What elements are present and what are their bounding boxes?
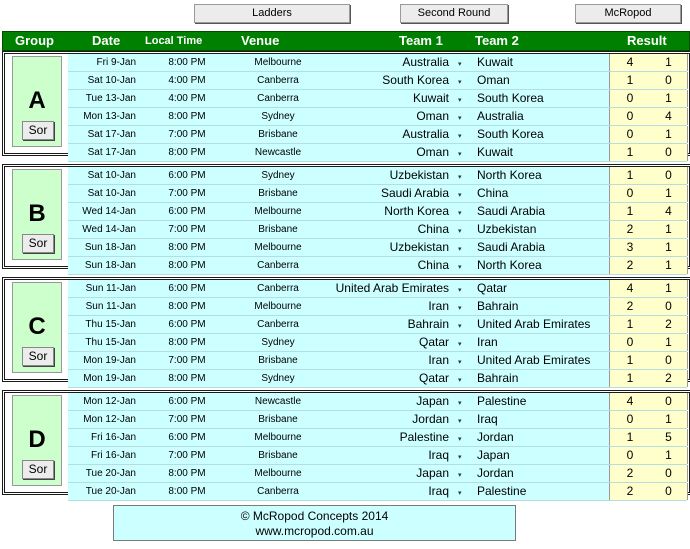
match-time: 6:00 PM	[168, 206, 206, 217]
score2-cell[interactable]: 1	[650, 221, 688, 238]
mcropod-button[interactable]: McRopod	[575, 4, 681, 23]
dropdown-arrow-icon[interactable]: ▾	[458, 174, 462, 181]
score2-cell[interactable]: 2	[650, 316, 688, 333]
dropdown-arrow-icon[interactable]: ▾	[458, 436, 462, 443]
match-list	[68, 280, 687, 388]
match-list	[68, 393, 687, 501]
group-block-a	[2, 51, 690, 159]
team1-cell[interactable]: Qatar	[418, 371, 449, 385]
score1-cell[interactable]: 2	[609, 221, 651, 238]
team1-cell[interactable]: China	[417, 258, 449, 272]
match-date: Wed 14-Jan	[82, 206, 136, 217]
match-venue: Canberra	[257, 260, 299, 271]
match-time: 8:00 PM	[168, 373, 206, 384]
score1-cell[interactable]: 0	[609, 108, 651, 125]
match-date: Thu 15-Jan	[85, 337, 136, 348]
team2-cell[interactable]: Uzbekistan	[477, 222, 537, 236]
team1-cell[interactable]: United Arab Emirates	[335, 281, 449, 295]
dropdown-arrow-icon[interactable]: ▾	[458, 151, 462, 158]
match-time: 8:00 PM	[168, 337, 206, 348]
match-date: Mon 12-Jan	[83, 414, 136, 425]
score1-cell[interactable]: 1	[609, 370, 651, 387]
dropdown-arrow-icon[interactable]: ▾	[458, 210, 462, 217]
match-time: 7:00 PM	[168, 414, 206, 425]
match-venue: Brisbane	[258, 224, 298, 235]
match-time: 8:00 PM	[168, 260, 206, 271]
score2-cell[interactable]: 0	[650, 298, 688, 315]
match-row	[68, 334, 687, 352]
group-label-box	[12, 169, 62, 260]
match-row	[68, 221, 687, 239]
score2-cell[interactable]: 1	[650, 257, 688, 274]
match-list	[68, 167, 687, 275]
score1-cell[interactable]: 1	[609, 144, 651, 161]
match-row	[68, 167, 687, 185]
score2-cell[interactable]: 1	[650, 126, 688, 143]
group-letter: C	[28, 313, 46, 340]
match-date: Mon 19-Jan	[83, 373, 136, 384]
match-time: 6:00 PM	[168, 170, 206, 181]
score1-cell[interactable]: 1	[609, 352, 651, 369]
team2-cell[interactable]: Bahrain	[477, 371, 519, 385]
team1-cell[interactable]: North Korea	[384, 204, 449, 218]
score1-cell[interactable]: 1	[609, 203, 651, 220]
team1-cell[interactable]: Oman	[416, 145, 449, 159]
match-venue: Melbourne	[254, 468, 302, 479]
team1-cell[interactable]: Jordan	[412, 412, 449, 426]
match-row	[68, 429, 687, 447]
score2-cell[interactable]: 0	[650, 483, 688, 500]
team2-cell[interactable]: Qatar	[477, 281, 508, 295]
match-time: 8:00 PM	[168, 147, 206, 158]
match-time: 8:00 PM	[168, 242, 206, 253]
score2-cell[interactable]: 1	[650, 334, 688, 351]
match-date: Sat 17-Jan	[87, 129, 136, 140]
match-venue: Melbourne	[254, 432, 302, 443]
score2-cell[interactable]: 1	[650, 90, 688, 107]
team1-cell[interactable]: Uzbekistan	[389, 240, 449, 254]
match-row	[68, 280, 687, 298]
score2-cell[interactable]: 2	[650, 370, 688, 387]
score2-cell[interactable]: 0	[650, 72, 688, 89]
dropdown-arrow-icon[interactable]: ▾	[458, 454, 462, 461]
team2-cell[interactable]: North Korea	[477, 258, 542, 272]
score2-cell[interactable]: 1	[650, 185, 688, 202]
match-row	[68, 483, 687, 501]
score2-cell[interactable]: 0	[650, 393, 688, 410]
match-date: Fri 16-Jan	[90, 450, 136, 461]
dropdown-arrow-icon[interactable]: ▾	[458, 287, 462, 294]
score1-cell[interactable]: 1	[609, 72, 651, 89]
dropdown-arrow-icon[interactable]: ▾	[458, 246, 462, 253]
footer-copyright	[113, 505, 516, 541]
team1-cell[interactable]: Australia	[402, 55, 449, 69]
team1-cell[interactable]: Bahrain	[407, 317, 449, 331]
match-time: 7:00 PM	[168, 450, 206, 461]
sort-button[interactable]: Sor	[22, 460, 54, 479]
score1-cell[interactable]: 4	[609, 280, 651, 297]
team2-cell[interactable]: United Arab Emirates	[477, 317, 591, 331]
team2-cell[interactable]: North Korea	[477, 168, 542, 182]
dropdown-arrow-icon[interactable]: ▾	[458, 61, 462, 68]
match-venue: Canberra	[257, 319, 299, 330]
score1-cell[interactable]: 0	[609, 126, 651, 143]
header-result: Result	[627, 33, 667, 48]
match-row	[68, 126, 687, 144]
match-date: Fri 9-Jan	[96, 57, 136, 68]
match-venue: Canberra	[257, 486, 299, 497]
team1-cell[interactable]: Qatar	[418, 335, 449, 349]
group-block-c	[2, 277, 690, 385]
dropdown-arrow-icon[interactable]: ▾	[458, 264, 462, 271]
dropdown-arrow-icon[interactable]: ▾	[458, 400, 462, 407]
match-venue: Brisbane	[258, 355, 298, 366]
second-round-button[interactable]: Second Round	[400, 4, 508, 23]
match-time: 6:00 PM	[168, 319, 206, 330]
match-venue: Sydney	[261, 170, 295, 181]
match-row	[68, 203, 687, 221]
match-venue: Newcastle	[254, 396, 302, 407]
team1-cell[interactable]: Iraq	[428, 448, 449, 462]
team1-cell[interactable]: Iraq	[428, 484, 449, 498]
team2-cell[interactable]: Kuwait	[477, 145, 514, 159]
score1-cell[interactable]: 0	[609, 334, 651, 351]
match-time: 4:00 PM	[168, 93, 206, 104]
header-group: Group	[15, 33, 54, 48]
match-venue: Canberra	[257, 75, 299, 86]
team1-cell[interactable]: Saudi Arabia	[380, 186, 449, 200]
team2-cell[interactable]: Jordan	[477, 466, 514, 480]
team2-cell[interactable]: China	[477, 186, 509, 200]
match-row	[68, 352, 687, 370]
score1-cell[interactable]: 0	[609, 411, 651, 428]
match-venue: Canberra	[257, 93, 299, 104]
score2-cell[interactable]: 1	[650, 447, 688, 464]
match-venue: Canberra	[257, 283, 299, 294]
match-row	[68, 465, 687, 483]
match-time: 7:00 PM	[168, 224, 206, 235]
team2-cell[interactable]: United Arab Emirates	[477, 353, 591, 367]
group-letter: D	[28, 426, 46, 453]
team1-cell[interactable]: Oman	[416, 109, 449, 123]
match-row	[68, 447, 687, 465]
dropdown-arrow-icon[interactable]: ▾	[458, 341, 462, 348]
team2-cell[interactable]: Australia	[477, 109, 524, 123]
footer-website: www.mcropod.com.au	[255, 524, 374, 538]
match-date: Fri 16-Jan	[90, 432, 136, 443]
dropdown-arrow-icon[interactable]: ▾	[458, 418, 462, 425]
team2-cell[interactable]: Bahrain	[477, 299, 519, 313]
group-block-b	[2, 164, 690, 272]
match-venue: Sydney	[261, 111, 295, 122]
team2-cell[interactable]: Saudi Arabia	[477, 240, 546, 254]
dropdown-arrow-icon[interactable]: ▾	[458, 359, 462, 366]
team1-cell[interactable]: Iran	[428, 353, 449, 367]
match-time: 8:00 PM	[168, 486, 206, 497]
score1-cell[interactable]: 0	[609, 447, 651, 464]
dropdown-arrow-icon[interactable]: ▾	[458, 79, 462, 86]
team1-cell[interactable]: Uzbekistan	[389, 168, 449, 182]
match-date: Sat 10-Jan	[87, 170, 136, 181]
match-date: Tue 13-Jan	[85, 93, 136, 104]
score2-cell[interactable]: 1	[650, 54, 688, 71]
score2-cell[interactable]: 4	[650, 108, 688, 125]
score1-cell[interactable]: 1	[609, 167, 651, 184]
header-team2: Team 2	[475, 33, 519, 48]
score1-cell[interactable]: 3	[609, 239, 651, 256]
match-venue: Brisbane	[258, 188, 298, 199]
match-row	[68, 108, 687, 126]
match-date: Mon 12-Jan	[83, 396, 136, 407]
dropdown-arrow-icon[interactable]: ▾	[458, 228, 462, 235]
team1-cell[interactable]: Japan	[416, 394, 449, 408]
match-venue: Brisbane	[258, 450, 298, 461]
match-time: 8:00 PM	[168, 111, 206, 122]
match-time: 7:00 PM	[168, 188, 206, 199]
score2-cell[interactable]: 1	[650, 239, 688, 256]
match-date: Sun 11-Jan	[85, 301, 136, 312]
match-venue: Brisbane	[258, 129, 298, 140]
match-venue: Melbourne	[254, 57, 302, 68]
group-label-box	[12, 395, 62, 486]
match-date: Mon 19-Jan	[83, 355, 136, 366]
dropdown-arrow-icon[interactable]: ▾	[458, 133, 462, 140]
team2-cell[interactable]: Oman	[477, 73, 510, 87]
team2-cell[interactable]: Iraq	[477, 412, 498, 426]
sort-button[interactable]: Sor	[22, 234, 54, 253]
score2-cell[interactable]: 5	[650, 429, 688, 446]
sort-button[interactable]: Sor	[22, 121, 54, 140]
group-block-d	[2, 390, 690, 498]
score2-cell[interactable]: 0	[650, 144, 688, 161]
team2-cell[interactable]: Saudi Arabia	[477, 204, 546, 218]
score2-cell[interactable]: 0	[650, 465, 688, 482]
score1-cell[interactable]: 2	[609, 257, 651, 274]
team1-cell[interactable]: Iran	[428, 299, 449, 313]
match-time: 4:00 PM	[168, 75, 206, 86]
match-venue: Sydney	[261, 337, 295, 348]
match-date: Wed 14-Jan	[82, 224, 136, 235]
team2-cell[interactable]: Kuwait	[477, 55, 514, 69]
match-venue: Brisbane	[258, 414, 298, 425]
score2-cell[interactable]: 1	[650, 411, 688, 428]
group-letter: B	[28, 200, 46, 227]
dropdown-arrow-icon[interactable]: ▾	[458, 115, 462, 122]
match-row	[68, 54, 687, 72]
match-time: 8:00 PM	[168, 57, 206, 68]
match-time: 6:00 PM	[168, 432, 206, 443]
match-venue: Sydney	[261, 373, 295, 384]
dropdown-arrow-icon[interactable]: ▾	[458, 323, 462, 330]
team2-cell[interactable]: Palestine	[477, 394, 527, 408]
dropdown-arrow-icon[interactable]: ▾	[458, 97, 462, 104]
team1-cell[interactable]: Kuwait	[412, 91, 449, 105]
score2-cell[interactable]: 1	[650, 280, 688, 297]
dropdown-arrow-icon[interactable]: ▾	[458, 472, 462, 479]
footer-line-1: © McRopod Concepts 2014	[240, 509, 389, 523]
header-venue: Venue	[241, 33, 280, 48]
score1-cell[interactable]: 4	[609, 54, 651, 71]
match-row	[68, 298, 687, 316]
header-date: Date	[92, 33, 121, 48]
team1-cell[interactable]: Palestine	[399, 430, 449, 444]
match-row	[68, 316, 687, 334]
match-row	[68, 239, 687, 257]
header-local-time: Local Time	[145, 35, 203, 47]
group-label-box	[12, 56, 62, 147]
group-letter: A	[28, 87, 46, 114]
match-time: 6:00 PM	[168, 396, 206, 407]
score1-cell[interactable]: 4	[609, 393, 651, 410]
match-row	[68, 144, 687, 162]
match-date: Sun 11-Jan	[85, 283, 136, 294]
dropdown-arrow-icon[interactable]: ▾	[458, 377, 462, 384]
match-time: 6:00 PM	[168, 283, 206, 294]
dropdown-arrow-icon[interactable]: ▾	[458, 490, 462, 497]
ladders-button[interactable]: Ladders	[194, 4, 350, 23]
score1-cell[interactable]: 0	[609, 185, 651, 202]
sort-button[interactable]: Sor	[22, 347, 54, 366]
team2-cell[interactable]: Iran	[477, 335, 498, 349]
match-row	[68, 185, 687, 203]
score2-cell[interactable]: 0	[650, 167, 688, 184]
match-date: Tue 20-Jan	[85, 468, 136, 479]
header-team1: Team 1	[399, 33, 443, 48]
match-list	[68, 54, 687, 162]
dropdown-arrow-icon[interactable]: ▾	[458, 192, 462, 199]
match-venue: Melbourne	[254, 206, 302, 217]
team2-cell[interactable]: Jordan	[477, 430, 514, 444]
match-date: Sat 10-Jan	[87, 188, 136, 199]
match-row	[68, 370, 687, 388]
score1-cell[interactable]: 1	[609, 316, 651, 333]
score1-cell[interactable]: 0	[609, 90, 651, 107]
match-venue: Melbourne	[254, 242, 302, 253]
match-row	[68, 411, 687, 429]
match-row	[68, 393, 687, 411]
team2-cell[interactable]: South Korea	[477, 91, 544, 105]
match-date: Mon 13-Jan	[83, 111, 136, 122]
score1-cell[interactable]: 2	[609, 483, 651, 500]
match-date: Sun 18-Jan	[84, 242, 136, 253]
match-time: 8:00 PM	[168, 468, 206, 479]
team1-cell[interactable]: Japan	[416, 466, 449, 480]
score1-cell[interactable]: 1	[609, 429, 651, 446]
match-date: Tue 20-Jan	[85, 486, 136, 497]
match-venue: Newcastle	[254, 147, 302, 158]
team2-cell[interactable]: Palestine	[477, 484, 527, 498]
match-date: Thu 15-Jan	[85, 319, 136, 330]
match-time: 8:00 PM	[168, 301, 206, 312]
score2-cell[interactable]: 4	[650, 203, 688, 220]
team1-cell[interactable]: South Korea	[382, 73, 449, 87]
match-time: 7:00 PM	[168, 129, 206, 140]
column-header-bar	[2, 31, 690, 51]
match-date: Sat 10-Jan	[87, 75, 136, 86]
score2-cell[interactable]: 0	[650, 352, 688, 369]
score1-cell[interactable]: 2	[609, 298, 651, 315]
dropdown-arrow-icon[interactable]: ▾	[458, 305, 462, 312]
team2-cell[interactable]: Japan	[477, 448, 510, 462]
match-date: Sun 18-Jan	[84, 260, 136, 271]
team1-cell[interactable]: Australia	[402, 127, 449, 141]
match-row	[68, 257, 687, 275]
match-date: Sat 17-Jan	[87, 147, 136, 158]
group-label-box	[12, 282, 62, 373]
team1-cell[interactable]: China	[417, 222, 449, 236]
match-row	[68, 90, 687, 108]
score1-cell[interactable]: 2	[609, 465, 651, 482]
match-row	[68, 72, 687, 90]
match-time: 7:00 PM	[168, 355, 206, 366]
team2-cell[interactable]: South Korea	[477, 127, 544, 141]
match-venue: Melbourne	[254, 301, 302, 312]
